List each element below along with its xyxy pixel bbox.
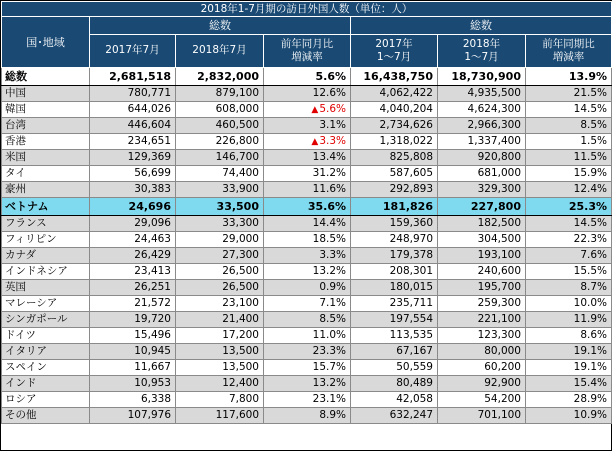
value-2017-july: 23,413	[90, 264, 176, 280]
country-name: スペイン	[2, 360, 90, 376]
ytd-rate: 14.5%	[526, 102, 612, 118]
value-2017-ytd: 587,605	[351, 166, 438, 182]
col-2018-ytd-header	[438, 35, 526, 68]
value-2018-ytd: 123,300	[438, 328, 526, 344]
value-2017-july: 21,572	[90, 296, 176, 312]
ytd-rate: 22.3%	[526, 232, 612, 248]
country-name: 英国	[2, 280, 90, 296]
value-2017-ytd: 248,970	[351, 232, 438, 248]
value-2017-july: 446,604	[90, 118, 176, 134]
value-2018-ytd: 259,300	[438, 296, 526, 312]
value-2017-july: 107,976	[90, 408, 176, 424]
table-row	[2, 118, 612, 134]
col-month-rate-header	[264, 35, 351, 68]
decrease-value: 5.6%	[319, 103, 346, 115]
col-2018-july-header: 2018年7月	[176, 35, 264, 68]
value-2018-july: 21,400	[176, 312, 264, 328]
country-name: イタリア	[2, 344, 90, 360]
value-2018-july: 74,400	[176, 166, 264, 182]
table-row	[2, 134, 612, 150]
table-row	[2, 280, 612, 296]
table-row	[2, 248, 612, 264]
value-2017-ytd: 4,040,204	[351, 102, 438, 118]
table-row	[2, 150, 612, 166]
ytd-rate: 28.9%	[526, 392, 612, 408]
table-row	[2, 312, 612, 328]
value-2017-ytd: 159,360	[351, 216, 438, 232]
month-rate: 23.1%	[264, 392, 351, 408]
value-2018-ytd: 182,500	[438, 216, 526, 232]
table-row	[2, 392, 612, 408]
month-rate: 14.4%	[264, 216, 351, 232]
table-row	[2, 344, 612, 360]
ytd-rate: 10.0%	[526, 296, 612, 312]
month-rate: 13.2%	[264, 264, 351, 280]
value-2017-ytd: 67,167	[351, 344, 438, 360]
value-2018-ytd: 304,500	[438, 232, 526, 248]
table-row	[2, 328, 612, 344]
month-rate: 8.9%	[264, 408, 351, 424]
month-rate: 31.2%	[264, 166, 351, 182]
decrease-value: 3.3%	[319, 135, 346, 147]
month-rate	[264, 134, 351, 150]
value-2018-july: 13,500	[176, 344, 264, 360]
table-row	[2, 360, 612, 376]
total-row	[2, 68, 612, 86]
value-2017-july: 10,945	[90, 344, 176, 360]
value-2018-ytd: 701,100	[438, 408, 526, 424]
ytd-rate: 7.6%	[526, 248, 612, 264]
table-title: 2018年1-7月期の訪日外国人数（単位：人）	[2, 2, 612, 17]
month-rate: 11.6%	[264, 182, 351, 198]
ytd-group-header: 総数	[351, 17, 612, 35]
col-ytd-rate-header	[526, 35, 612, 68]
value-2017-july: 10,953	[90, 376, 176, 392]
table-row	[2, 296, 612, 312]
value-2017-ytd: 235,711	[351, 296, 438, 312]
ytd-rate: 8.6%	[526, 328, 612, 344]
month-rate: 7.1%	[264, 296, 351, 312]
country-name: インドネシア	[2, 264, 90, 280]
value-2017-july: 11,667	[90, 360, 176, 376]
col-2018-ytd-line2: 1～7月	[464, 51, 499, 63]
ytd-rate: 19.1%	[526, 360, 612, 376]
value-2017-july: 780,771	[90, 86, 176, 102]
ytd-rate: 8.5%	[526, 118, 612, 134]
table-row	[2, 198, 612, 216]
col-month-rate-line1: 前年同月比	[280, 37, 334, 50]
month-group-header: 総数	[90, 17, 351, 35]
value-2018-july: 33,900	[176, 182, 264, 198]
value-2017-ytd: 2,734,626	[351, 118, 438, 134]
value-2017-ytd: 1,318,022	[351, 134, 438, 150]
value-2018-ytd: 329,300	[438, 182, 526, 198]
value-2017-july: 15,496	[90, 328, 176, 344]
value-2018-ytd: 195,700	[438, 280, 526, 296]
value-2018-ytd: 240,600	[438, 264, 526, 280]
country-name: 香港	[2, 134, 90, 150]
month-rate: 13.2%	[264, 376, 351, 392]
value-2018-ytd: 193,100	[438, 248, 526, 264]
value-2018-ytd: 2,966,300	[438, 118, 526, 134]
total-month-rate: 5.6%	[264, 68, 351, 86]
value-2017-july: 30,383	[90, 182, 176, 198]
value-2018-july: 608,000	[176, 102, 264, 118]
value-2018-ytd: 4,935,500	[438, 86, 526, 102]
value-2018-july: 146,700	[176, 150, 264, 166]
country-name: ドイツ	[2, 328, 90, 344]
total-name: 総数	[2, 68, 90, 86]
value-2017-ytd: 181,826	[351, 198, 438, 216]
total-2017-ytd: 16,438,750	[351, 68, 438, 86]
month-rate	[264, 102, 351, 118]
ytd-rate: 12.4%	[526, 182, 612, 198]
ytd-rate: 21.5%	[526, 86, 612, 102]
value-2017-ytd: 208,301	[351, 264, 438, 280]
country-name: カナダ	[2, 248, 90, 264]
value-2017-july: 56,699	[90, 166, 176, 182]
total-2018-ytd: 18,730,900	[438, 68, 526, 86]
value-2017-ytd: 197,554	[351, 312, 438, 328]
ytd-rate: 15.9%	[526, 166, 612, 182]
value-2017-july: 26,429	[90, 248, 176, 264]
col-2017-ytd-line2: 1～7月	[376, 51, 412, 63]
decrease-triangle-icon: ▲	[311, 105, 319, 115]
value-2018-ytd: 54,200	[438, 392, 526, 408]
value-2017-july: 24,696	[90, 198, 176, 216]
value-2018-ytd: 92,900	[438, 376, 526, 392]
value-2017-ytd: 180,015	[351, 280, 438, 296]
value-2017-july: 234,651	[90, 134, 176, 150]
value-2017-ytd: 292,893	[351, 182, 438, 198]
ytd-rate: 25.3%	[526, 198, 612, 216]
value-2018-ytd: 221,100	[438, 312, 526, 328]
value-2017-ytd: 179,378	[351, 248, 438, 264]
value-2018-july: 7,800	[176, 392, 264, 408]
table-row	[2, 232, 612, 248]
value-2017-july: 24,463	[90, 232, 176, 248]
value-2017-ytd: 632,247	[351, 408, 438, 424]
col-2017-july-header: 2017年7月	[90, 35, 176, 68]
col-2017-ytd-line1: 2017年	[375, 37, 413, 50]
value-2018-july: 29,000	[176, 232, 264, 248]
value-2017-ytd: 50,559	[351, 360, 438, 376]
country-name: フィリピン	[2, 232, 90, 248]
value-2017-july: 644,026	[90, 102, 176, 118]
country-name: シンガポール	[2, 312, 90, 328]
ytd-rate: 11.5%	[526, 150, 612, 166]
value-2018-july: 460,500	[176, 118, 264, 134]
month-rate: 12.6%	[264, 86, 351, 102]
month-rate: 11.0%	[264, 328, 351, 344]
value-2018-ytd: 80,000	[438, 344, 526, 360]
value-2018-july: 12,400	[176, 376, 264, 392]
value-2018-ytd: 920,800	[438, 150, 526, 166]
value-2018-july: 26,500	[176, 280, 264, 296]
country-name: タイ	[2, 166, 90, 182]
month-rate: 3.3%	[264, 248, 351, 264]
country-name: マレーシア	[2, 296, 90, 312]
value-2018-july: 17,200	[176, 328, 264, 344]
col-ytd-rate-line2: 増減率	[552, 51, 585, 63]
month-rate: 0.9%	[264, 280, 351, 296]
value-2018-july: 33,300	[176, 216, 264, 232]
value-2018-july: 117,600	[176, 408, 264, 424]
value-2018-july: 13,500	[176, 360, 264, 376]
table-row	[2, 376, 612, 392]
table-row	[2, 86, 612, 102]
country-name: その他	[2, 408, 90, 424]
country-name: ベトナム	[2, 198, 90, 216]
value-2018-july: 23,100	[176, 296, 264, 312]
value-2018-ytd: 1,337,400	[438, 134, 526, 150]
ytd-rate: 11.9%	[526, 312, 612, 328]
value-2017-ytd: 113,535	[351, 328, 438, 344]
country-name: 豪州	[2, 182, 90, 198]
total-2018-july: 2,832,000	[176, 68, 264, 86]
ytd-rate: 15.5%	[526, 264, 612, 280]
table-row	[2, 408, 612, 424]
country-name: フランス	[2, 216, 90, 232]
value-2017-ytd: 42,058	[351, 392, 438, 408]
visitor-table	[1, 1, 612, 424]
value-2018-ytd: 60,200	[438, 360, 526, 376]
col-2017-ytd-header	[351, 35, 438, 68]
country-name: 台湾	[2, 118, 90, 134]
country-name: インド	[2, 376, 90, 392]
ytd-rate: 8.7%	[526, 280, 612, 296]
total-2017-july: 2,681,518	[90, 68, 176, 86]
ytd-rate: 1.5%	[526, 134, 612, 150]
value-2018-july: 33,500	[176, 198, 264, 216]
value-2018-july: 879,100	[176, 86, 264, 102]
table-row	[2, 102, 612, 118]
value-2018-july: 226,800	[176, 134, 264, 150]
value-2017-july: 26,251	[90, 280, 176, 296]
col-ytd-rate-line1: 前年同期比	[542, 37, 595, 50]
month-rate: 13.4%	[264, 150, 351, 166]
total-ytd-rate: 13.9%	[526, 68, 612, 86]
value-2018-ytd: 227,800	[438, 198, 526, 216]
value-2018-ytd: 681,000	[438, 166, 526, 182]
value-2017-ytd: 80,489	[351, 376, 438, 392]
table-row	[2, 216, 612, 232]
table-row	[2, 166, 612, 182]
month-rate: 3.1%	[264, 118, 351, 134]
ytd-rate: 19.1%	[526, 344, 612, 360]
country-name: ロシア	[2, 392, 90, 408]
value-2017-july: 19,720	[90, 312, 176, 328]
col-2018-ytd-line1: 2018年	[462, 37, 501, 50]
value-2017-july: 29,096	[90, 216, 176, 232]
col-month-rate-line2: 増減率	[291, 51, 323, 63]
month-rate: 18.5%	[264, 232, 351, 248]
decrease-triangle-icon: ▲	[311, 137, 319, 147]
value-2017-july: 129,369	[90, 150, 176, 166]
value-2018-ytd: 4,624,300	[438, 102, 526, 118]
month-rate: 15.7%	[264, 360, 351, 376]
month-rate: 8.5%	[264, 312, 351, 328]
value-2018-july: 27,300	[176, 248, 264, 264]
table-row	[2, 182, 612, 198]
value-2017-ytd: 4,062,422	[351, 86, 438, 102]
value-2017-ytd: 825,808	[351, 150, 438, 166]
value-2017-july: 6,338	[90, 392, 176, 408]
month-rate: 23.3%	[264, 344, 351, 360]
month-rate: 35.6%	[264, 198, 351, 216]
country-column-header: 国･地域	[2, 17, 90, 68]
value-2018-july: 26,500	[176, 264, 264, 280]
country-name: 米国	[2, 150, 90, 166]
ytd-rate: 14.5%	[526, 216, 612, 232]
table-row	[2, 264, 612, 280]
country-name: 韓国	[2, 102, 90, 118]
ytd-rate: 10.9%	[526, 408, 612, 424]
ytd-rate: 15.4%	[526, 376, 612, 392]
country-name: 中国	[2, 86, 90, 102]
